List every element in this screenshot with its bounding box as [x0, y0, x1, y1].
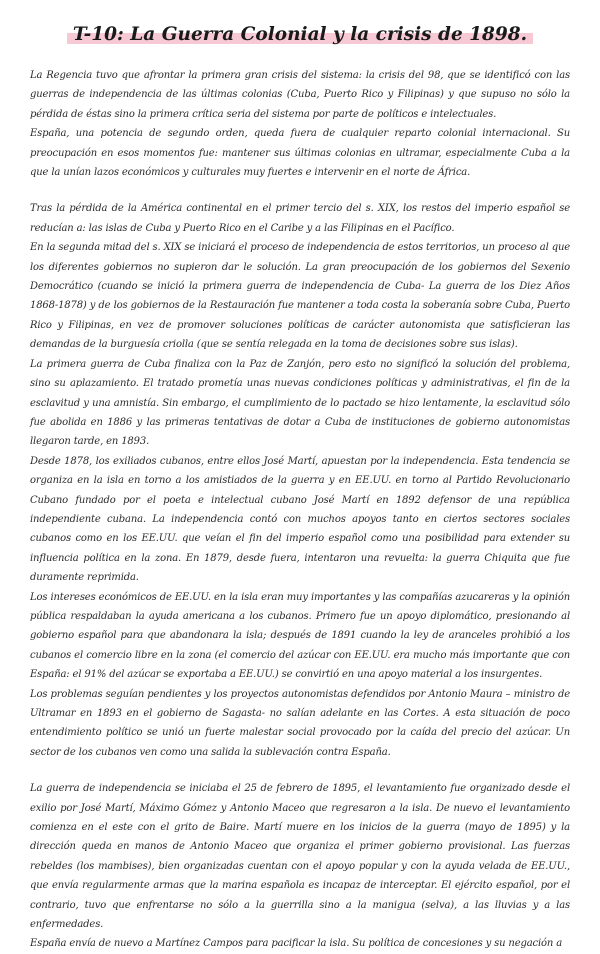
- paragraph-guerra-1895: La guerra de independencia se iniciaba el 25 de febrero de 1895, el levantamiento fue organizado desde el exilio por José Martí, Máximo Gómez y Antonio Maceo que regresaron a la isla. De nuevo el levantamiento comienza en el este con el grito de Baire. Martí muere en los inicios de la guerra (mayo de 1895) y la dirección queda en manos de Antonio Maceo que organiza el primer gobierno provisional. Las fuerzas rebeldes (los mambises), bien organizadas cuentan con el apoyo popular y con la ayuda velada de EE.UU., que envía regularmente armas que la marina española es incapaz de interceptar. El ejército español, por el contrario, tuvo que enfrentarse no sólo a la guerrilla sino a la manigua (selva), a las lluvias y a las enfermedades.: [30, 783, 570, 931]
- paragraph-gap: [30, 762, 570, 779]
- paragraph-proceso-independencia: En la segunda mitad del s. XIX se iniciará el proceso de independencia de estos territorios, un proceso al que los diferentes gobiernos no supieron dar le solución. La gran preocupación de los gobiernos del Sexenio Democrático (cuando se inició la primera guerra de independencia de Cuba- La guerra de los Diez Años 1868-1878) y de los gobiernos de la Restauración fue mantener a toda costa la soberanía sobre Cuba, Puerto Rico y Filipinas, en vez de promover soluciones políticas de carácter autonomista que satisficieran las demandas de la burguesía criolla (que se sentía relegada en la toma de decisiones sobre sus islas).: [30, 242, 570, 351]
- paragraph-restos-imperio: Tras la pérdida de la América continental en el primer tercio del s. XIX, los restos del imperio español se reducían a: las islas de Cuba y Puerto Rico en el Caribe y a las Filipinas en el Pacífico.: [30, 203, 570, 234]
- paragraph-exiliados-cubanos: Desde 1878, los exiliados cubanos, entre ellos José Martí, apuestan por la independencia. Esta tendencia se organiza en la isla en torno a los amistiados de la guerra y en EE.UU. en torno al Partido Revolucionario Cubano fundado por el poeta e intelectual cubano José Martí en 1892 defensor de una república independiente cubana. La independencia contó con muchos apoyos tanto en ciertos sectores sociales cubanos como en los EE.UU. que veían el fin del imperio español como una posibilidad para extender su influencia política en la zona. En 1879, desde fuera, intentaron una revuelta: la guerra Chiquita que fue duramente reprimida.: [30, 455, 570, 584]
- paragraph-espana-potencia: España, una potencia de segundo orden, queda fuera de cualquier reparto colonial internacional. Su preocupación en esos momentos fue: mantener sus últimas colonias en ultramar, especialmente Cuba a la que la unían lazos económicos y culturales muy fuertes e intervenir en el norte de África.: [30, 128, 570, 179]
- paragraph-problemas-pendientes: Los problemas seguían pendientes y los proyectos autonomistas defendidos por Antonio Maura – ministro de Ultramar en 1893 en el gobierno de Sagasta- no salían adelante en las Cortes. A esta situación de poco entendimiento político se unió un fuerte malestar social provocado por la caída del precio del azúcar. Un sector de los cubanos ven como una salida la sublevación contra España.: [30, 688, 570, 758]
- title-area: [30, 0, 570, 58]
- paragraph-martinez-campos: España envía de nuevo a Martínez Campos para pacificar la isla. Su política de concesiones y su negación a: [30, 938, 563, 950]
- paragraph-gap: [30, 182, 570, 199]
- document-title: T-10: La Guerra Colonial y la crisis de 1898.: [67, 24, 533, 46]
- paragraph-paz-zanjon: La primera guerra de Cuba finaliza con la Paz de Zanjón, pero esto no significó la solución del problema, sino su aplazamiento. El tratado prometía unas nuevas condiciones políticas y administrativas, el fin de la esclavitud y una amnistía. Sin embargo, el cumplimiento de lo pactado se hizo lentamente, la esclavitud sólo fue abolida en 1886 y las primeras tentativas de dotar a Cuba de instituciones de gobierno autonomistas llegaron tarde, en 1893.: [30, 358, 570, 448]
- paragraph-regencia-crisis: La Regencia tuvo que afrontar la primera gran crisis del sistema: la crisis del 98, que se identificó con las guerras de independencia de las últimas colonias (Cuba, Puerto Rico y Filipinas) y que supuso no sólo la pérdida de éstas sino la primera crítica seria del sistema por parte de políticos e intelectuales.: [30, 70, 570, 120]
- paragraph-intereses-eeuu: Los intereses económicos de EE.UU. en la isla eran muy importantes y las compañías azucareras y la opinión pública respaldaban la ayuda americana a los cubanos. Primero fue un apoyo diplomático, presionando al gobierno español para que abandonara la isla; después de 1891 cuando la ley de aranceles prohibió a los cubanos el comercio libre en la zona (el comercio del azúcar con EE.UU. era mucho más importante que con España: el 91% del azúcar se exportaba a EE.UU.) se convirtió en una apoyo material a los insurgentes.: [30, 591, 570, 681]
- document-body: [30, 66, 570, 954]
